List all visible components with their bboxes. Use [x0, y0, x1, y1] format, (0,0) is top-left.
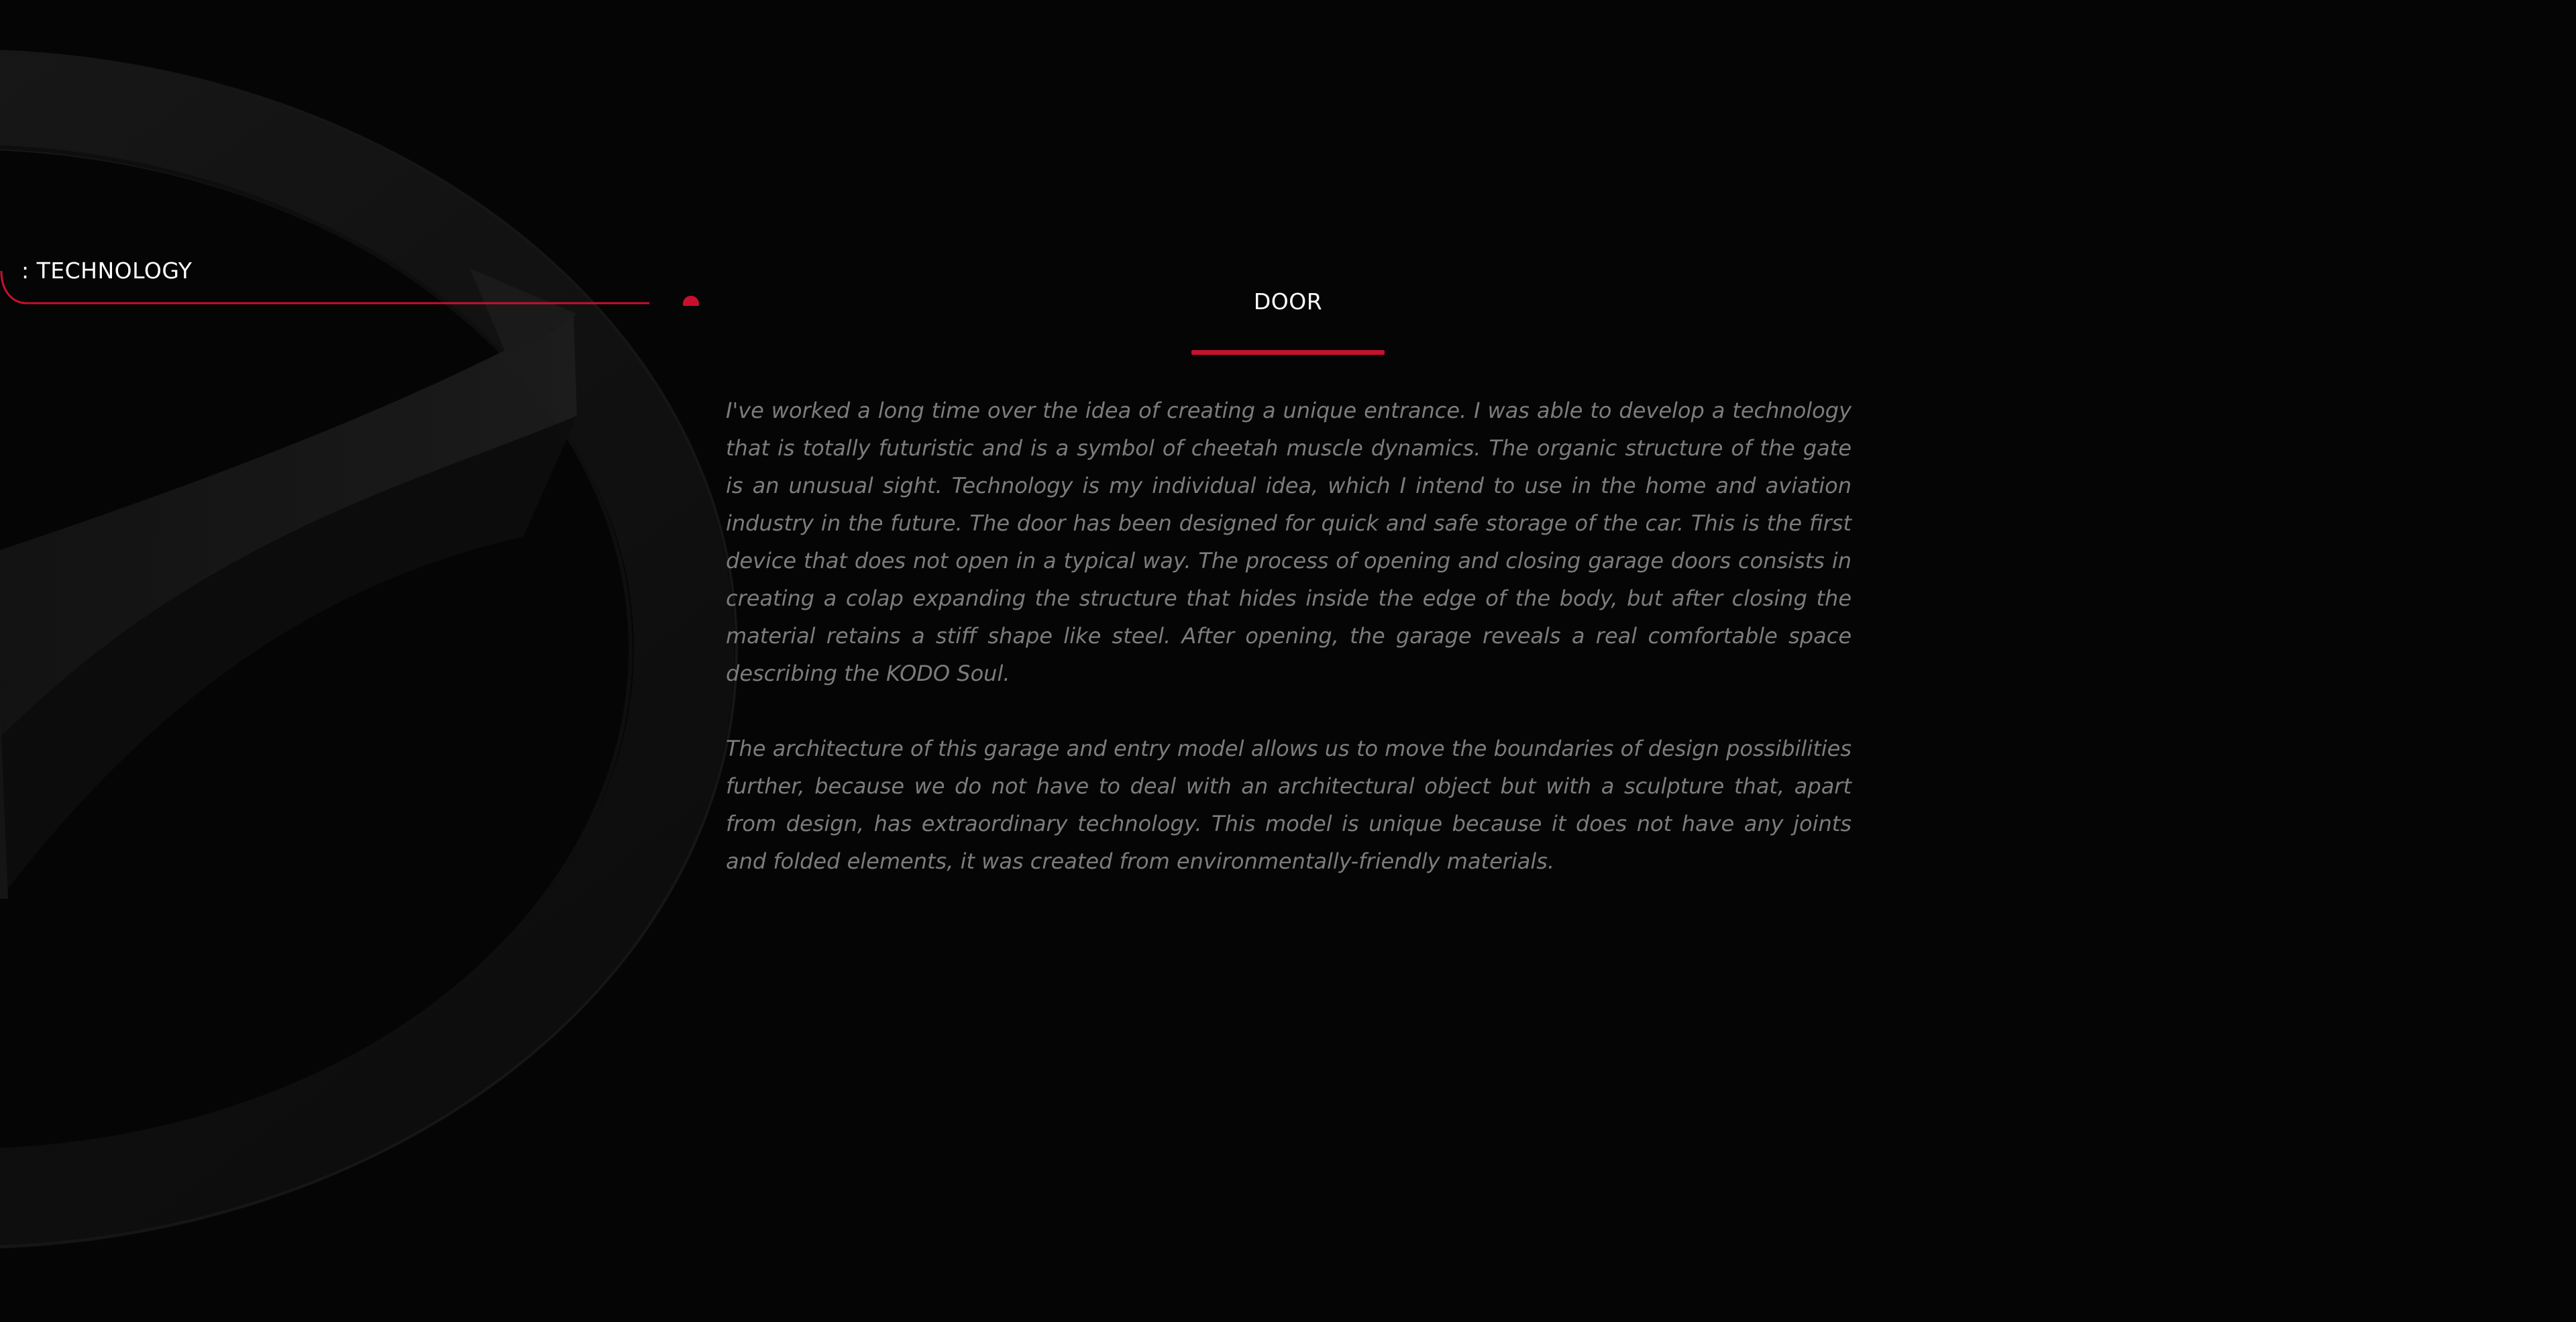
paragraph-1: I've worked a long time over the idea of creating a unique entrance. I was able to develop a technology that is totally futuristic and is a symbol of cheetah muscle dynamics. The organic structure of the gate is an unusual sight. Technology is my individual idea, which I intend to use in the home and aviation industry in the future. The door has been designed for quick and safe storage of the car. This is the first device that does not open in a typical way. The process of opening and closing garage doors consists in creating a colap expanding the structure that hides inside the edge of the body, but after closing the material retains a stiff shape like steel. After opening, the garage reveals a real comfortable space describing the KODO Soul. [726, 398, 1851, 686]
red-dot-icon [683, 296, 699, 306]
tab-door[interactable]: DOOR [1253, 288, 1323, 315]
paragraph-2: The architecture of this garage and entry model allows us to move the boundaries of design possibilities further, because we do not have to deal with an architectural object but with a sculpture that, apart from design, has extraordinary technology. This model is unique because it does not have any joints and folded elements, it was created from environmentally-friendly materials. [726, 736, 1851, 874]
content-body [726, 392, 1851, 918]
section-label: : TECHNOLOGY [21, 258, 193, 284]
tab-active-indicator [1191, 350, 1385, 355]
